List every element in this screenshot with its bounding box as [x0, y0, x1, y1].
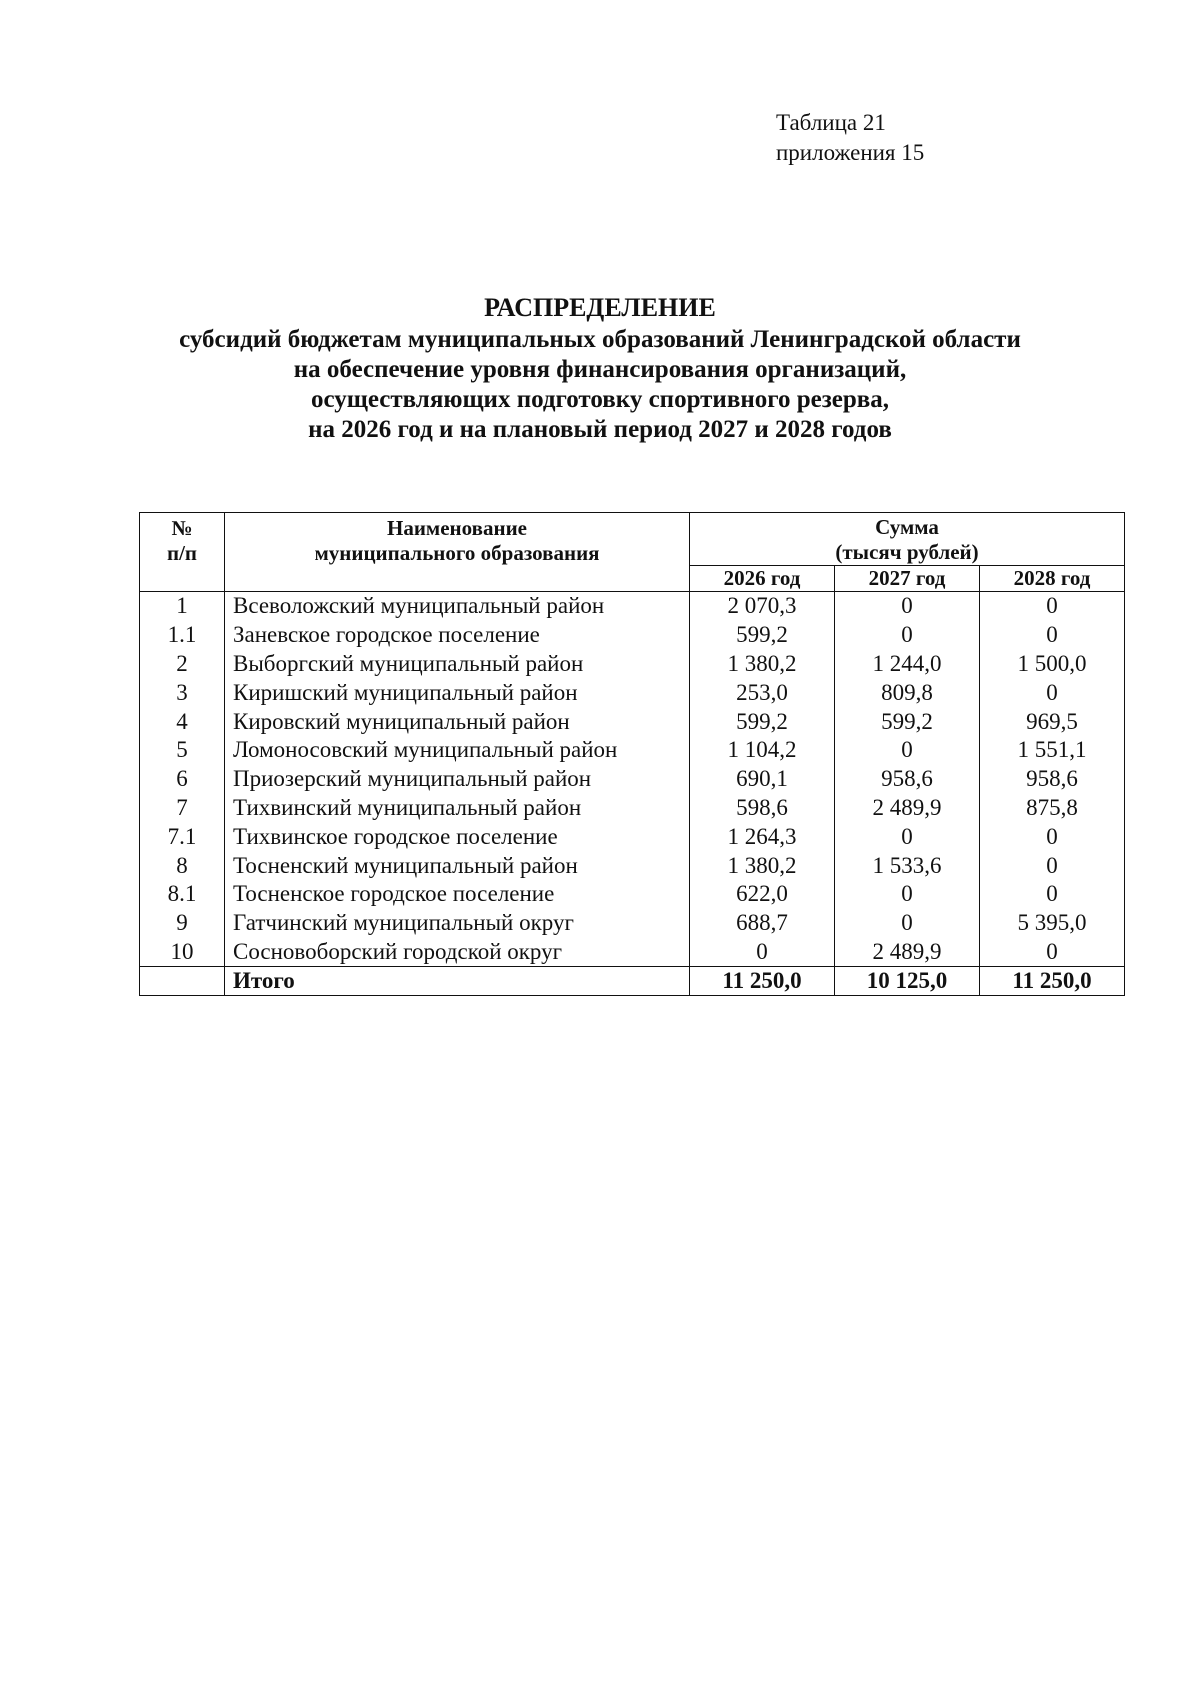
row-municipality: Заневское городское поселение — [225, 621, 690, 650]
row-value-2028: 0 — [980, 880, 1125, 909]
title-heading: РАСПРЕДЕЛЕНИЕ — [484, 293, 716, 322]
row-value-2026: 253,0 — [690, 678, 835, 707]
row-number: 2 — [140, 650, 225, 679]
total-2026: 11 250,0 — [690, 967, 835, 996]
header-number-line-1: № — [171, 516, 193, 540]
table-row — [140, 880, 1125, 909]
row-number: 6 — [140, 765, 225, 794]
row-municipality: Тихвинский муниципальный район — [225, 794, 690, 823]
row-value-2028: 958,6 — [980, 765, 1125, 794]
header-sum — [690, 513, 1125, 566]
row-value-2027: 0 — [835, 880, 980, 909]
title-line-4: на 2026 год и на плановый период 2027 и 2028 годов — [308, 416, 892, 443]
row-value-2026: 690,1 — [690, 765, 835, 794]
row-value-2027: 809,8 — [835, 678, 980, 707]
row-value-2026: 688,7 — [690, 909, 835, 938]
header-number-line-2: п/п — [166, 541, 198, 565]
row-value-2026: 622,0 — [690, 880, 835, 909]
row-value-2028: 875,8 — [980, 794, 1125, 823]
row-number: 7.1 — [140, 822, 225, 851]
row-municipality: Ломоносовский муниципальный район — [225, 736, 690, 765]
table-number: Таблица 21 — [776, 110, 886, 135]
table-row — [140, 851, 1125, 880]
row-value-2028: 0 — [980, 621, 1125, 650]
header-year-2027: 2027 год — [835, 566, 980, 592]
row-value-2026: 598,6 — [690, 794, 835, 823]
table-row — [140, 621, 1125, 650]
table-row — [140, 765, 1125, 794]
table-row — [140, 909, 1125, 938]
row-value-2027: 958,6 — [835, 765, 980, 794]
row-value-2026: 599,2 — [690, 707, 835, 736]
row-number: 10 — [140, 938, 225, 967]
header-year-2026: 2026 год — [690, 566, 835, 592]
row-value-2028: 0 — [980, 592, 1125, 621]
row-value-2027: 0 — [835, 909, 980, 938]
row-value-2028: 0 — [980, 678, 1125, 707]
table-row — [140, 938, 1125, 967]
row-municipality: Приозерский муниципальный район — [225, 765, 690, 794]
total-number-cell — [140, 967, 225, 996]
row-municipality: Гатчинский муниципальный округ — [225, 909, 690, 938]
table-reference — [776, 108, 924, 168]
document-title — [0, 293, 1200, 445]
table-row — [140, 592, 1125, 621]
total-2027: 10 125,0 — [835, 967, 980, 996]
total-label: Итого — [225, 967, 690, 996]
subsidy-table — [139, 512, 1125, 996]
header-municipality-line-2: муниципального образования — [314, 541, 600, 565]
row-number: 5 — [140, 736, 225, 765]
row-value-2028: 0 — [980, 822, 1125, 851]
row-value-2028: 1 551,1 — [980, 736, 1125, 765]
row-number: 8 — [140, 851, 225, 880]
appendix-number: приложения 15 — [776, 140, 925, 165]
total-2028: 11 250,0 — [980, 967, 1125, 996]
row-value-2028: 969,5 — [980, 707, 1125, 736]
row-value-2027: 0 — [835, 822, 980, 851]
row-municipality: Кировский муниципальный район — [225, 707, 690, 736]
row-municipality: Тихвинское городское поселение — [225, 822, 690, 851]
row-value-2027: 0 — [835, 592, 980, 621]
row-value-2026: 599,2 — [690, 621, 835, 650]
row-value-2027: 0 — [835, 736, 980, 765]
header-sum-line-2: (тысяч рублей) — [835, 540, 979, 564]
row-value-2028: 0 — [980, 851, 1125, 880]
row-value-2028: 0 — [980, 938, 1125, 967]
title-line-1: субсидий бюджетам муниципальных образований Ленинградской области — [179, 326, 1021, 353]
row-value-2028: 1 500,0 — [980, 650, 1125, 679]
row-value-2027: 2 489,9 — [835, 794, 980, 823]
total-row — [140, 967, 1125, 996]
row-value-2026: 0 — [690, 938, 835, 967]
header-year-2028: 2028 год — [980, 566, 1125, 592]
row-number: 8.1 — [140, 880, 225, 909]
row-value-2027: 599,2 — [835, 707, 980, 736]
header-municipality-line-1: Наименование — [387, 516, 527, 540]
row-number: 9 — [140, 909, 225, 938]
row-value-2027: 0 — [835, 621, 980, 650]
row-municipality: Киришский муниципальный район — [225, 678, 690, 707]
title-line-2: на обеспечение уровня финансирования организаций, — [293, 356, 907, 383]
row-municipality: Выборгский муниципальный район — [225, 650, 690, 679]
row-municipality: Тосненское городское поселение — [225, 880, 690, 909]
row-number: 4 — [140, 707, 225, 736]
row-number: 3 — [140, 678, 225, 707]
row-municipality: Тосненский муниципальный район — [225, 851, 690, 880]
row-number: 1.1 — [140, 621, 225, 650]
table-row — [140, 736, 1125, 765]
row-value-2026: 1 380,2 — [690, 851, 835, 880]
row-municipality: Всеволожский муниципальный район — [225, 592, 690, 621]
row-value-2028: 5 395,0 — [980, 909, 1125, 938]
table-row — [140, 707, 1125, 736]
header-municipality — [225, 513, 690, 592]
row-value-2026: 2 070,3 — [690, 592, 835, 621]
table-row — [140, 794, 1125, 823]
row-municipality: Сосновоборский городской округ — [225, 938, 690, 967]
table-row — [140, 650, 1125, 679]
row-value-2026: 1 104,2 — [690, 736, 835, 765]
table-body — [140, 592, 1125, 967]
row-value-2027: 1 533,6 — [835, 851, 980, 880]
row-value-2027: 1 244,0 — [835, 650, 980, 679]
header-number — [140, 513, 225, 592]
row-value-2026: 1 264,3 — [690, 822, 835, 851]
header-sum-line-1: Сумма — [875, 515, 939, 539]
table-row — [140, 678, 1125, 707]
table-row — [140, 822, 1125, 851]
title-line-3: осуществляющих подготовку спортивного резерва, — [310, 386, 890, 413]
row-value-2027: 2 489,9 — [835, 938, 980, 967]
row-number: 7 — [140, 794, 225, 823]
row-number: 1 — [140, 592, 225, 621]
row-value-2026: 1 380,2 — [690, 650, 835, 679]
